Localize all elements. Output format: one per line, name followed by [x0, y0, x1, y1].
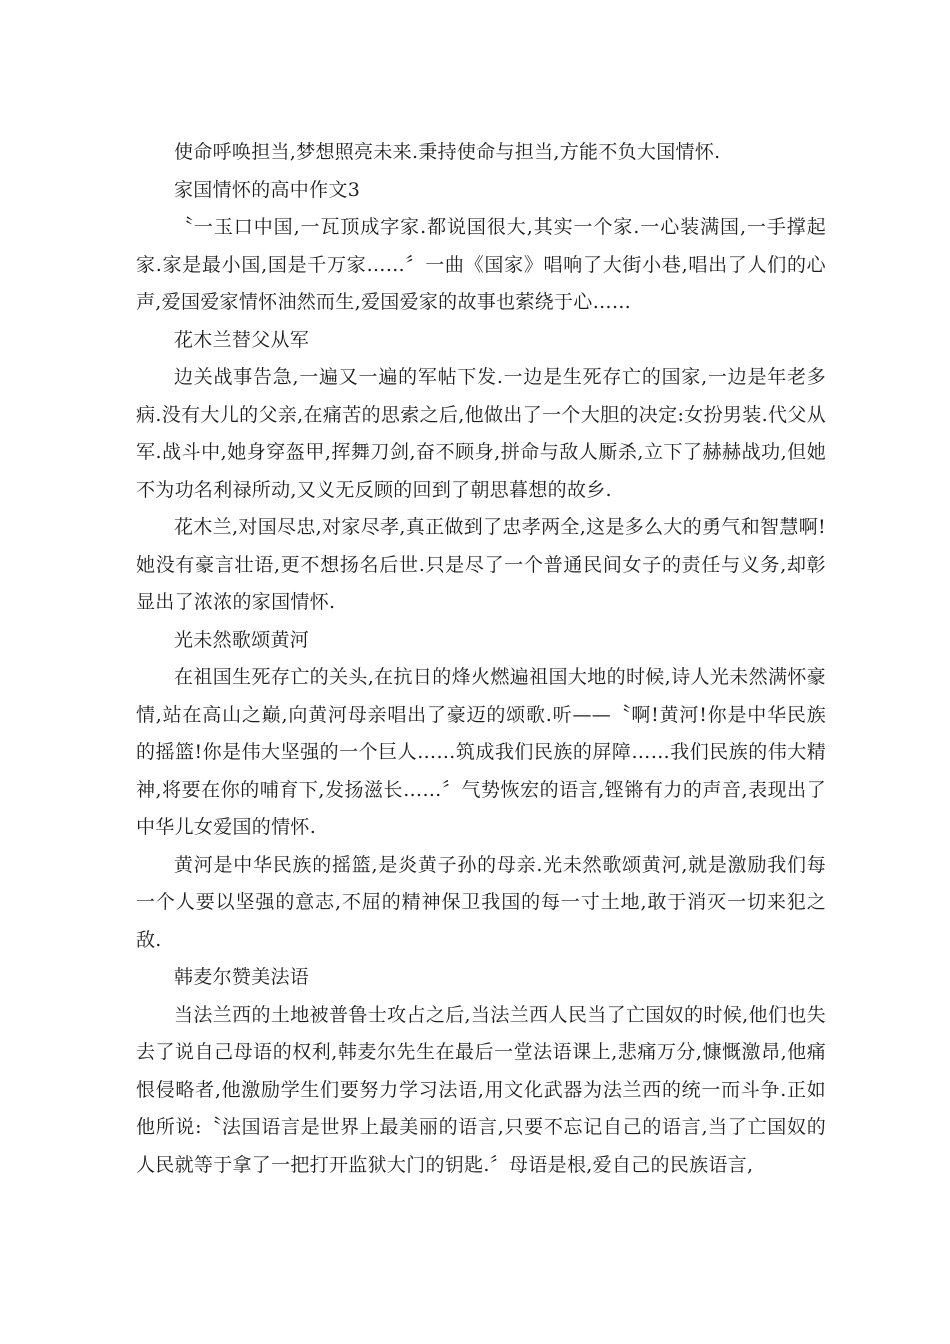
section-heading-guangweiran: 光未然歌颂黄河	[174, 628, 310, 651]
paragraph-mulan-story: 边关战事告急,一遍又一遍的军帖下发.一边是生死存亡的国家,一边是年老多病.没有大儿的父亲,在痛苦的思索之后,他做出了一个大胆的决定:女扮男装.代父从军.战斗中,她身穿盔甲,挥舞刀剑,奋不顾身,拼命与敌人厮杀,立下了赫赫战功,但她不为功名利禄所动,又义无反顾的回到了朝思暮想的故乡.	[136, 366, 826, 501]
paragraph-closing: 使命呼唤担当,梦想照亮未来.秉持使命与担当,方能不负大国情怀.	[174, 141, 721, 163]
section-heading-hamel: 韩麦尔赞美法语	[174, 966, 310, 988]
essay-title: 家国情怀的高中作文3	[174, 178, 361, 201]
paragraph-yellow-river-comment: 黄河是中华民族的摇篮,是炎黄子孙的母亲.光未然歌颂黄河,就是激励我们每一个人要以坚强的意志,不屈的精神保卫我国的每一寸土地,敢于消灭一切来犯之敌.	[136, 853, 826, 951]
paragraph-hamel-story: 当法兰西的土地被普鲁士攻占之后,当法兰西人民当了亡国奴的时候,他们也失去了说自己母语的权利,韩麦尔先生在最后一堂法语课上,悲痛万分,慷慨激昂,他痛恨侵略者,他激励学生们要努力学习法语,用文化武器为法兰西的统一而斗争.正如他所说:〝法国语言是世界上最美丽的语言,只要不忘记自己的语言,当了亡国奴的人民就等于拿了一把打开监狱大门的钥匙.〞母语是根,爱自己的民族语言,	[136, 1003, 826, 1176]
paragraph-yellow-river-story: 在祖国生死存亡的关头,在抗日的烽火燃遍祖国大地的时候,诗人光未然满怀豪情,站在高山之巅,向黄河母亲唱出了豪迈的颂歌.听——〝啊!黄河!你是中华民族的摇篮!你是伟大坚强的一个巨人……筑成我们民族的屏障……我们民族的伟大精神,将要在你的哺育下,发扬滋长……〞气势恢宏的语言,铿锵有力的声音,表现出了中华儿女爱国的情怀.	[136, 666, 826, 838]
paragraph-intro: 〝一玉口中国,一瓦顶成字家.都说国很大,其实一个家.一心装满国,一手撑起家.家是最小国,国是千万家……〞一曲《国家》唱响了大街小巷,唱出了人们的心声,爱国爱家情怀油然而生,爱国爱家的故事也萦绕于心……	[136, 216, 826, 313]
section-heading-mulan: 花木兰替父从军	[174, 328, 310, 351]
paragraph-mulan-comment: 花木兰,对国尽忠,对家尽孝,真正做到了忠孝两全,这是多么大的勇气和智慧啊!她没有豪言壮语,更不想扬名后世.只是尽了一个普通民间女子的责任与义务,却彰显出了浓浓的家国情怀.	[136, 516, 826, 613]
document-page	[136, 134, 826, 1184]
